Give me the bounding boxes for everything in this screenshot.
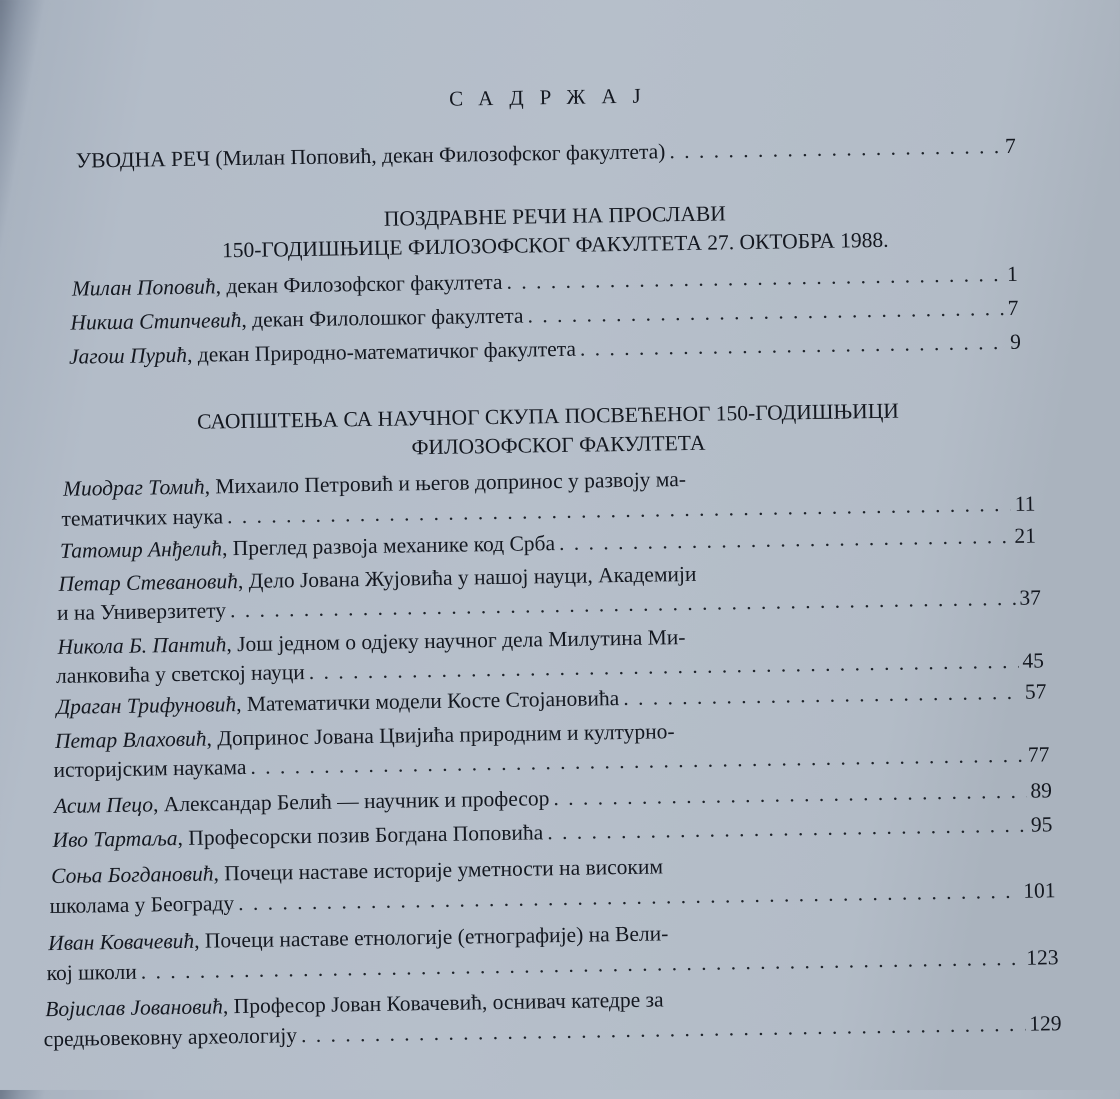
- toc-entry-line: [48, 920, 669, 956]
- entry-author: Иво Тартаља: [52, 826, 178, 853]
- entry-title: , Професорски позив Богдана Поповића: [177, 820, 544, 851]
- page-number: 11: [1014, 491, 1036, 516]
- page-number: 9: [1009, 329, 1022, 354]
- entry-author: Милан Поповић: [71, 274, 216, 301]
- entry-title: , Почеци наставе историје уметности на високим: [213, 854, 664, 886]
- entry-title: , Професор Јован Ковачевић, оснивач катедре за: [222, 987, 664, 1019]
- toc-entry: [70, 295, 1018, 336]
- entry-author: Петар Стевановић: [58, 569, 239, 596]
- entry-author: Соња Богдановић: [50, 861, 214, 889]
- entry-title: , декан Филолошког факултета: [241, 303, 524, 332]
- section-heading: 150-ГОДИШЊИЦЕ ФИЛОЗОФСКОГ ФАКУЛТЕТА 27. ОКТОБРА 1988.: [221, 227, 889, 263]
- entry-title: , Дело Јована Жујовића у нашој науци, Академији: [237, 561, 697, 594]
- entry-title-cont: и на Универзитету: [56, 598, 227, 625]
- section-heading: ФИЛОЗОФСКОГ ФАКУЛТЕТА: [411, 430, 706, 460]
- toc-entry-intro: [76, 133, 1016, 174]
- toc-entry-line: [45, 986, 664, 1022]
- entry-author: Никола Б. Пантић: [57, 632, 227, 659]
- page-number: 57: [1024, 679, 1047, 704]
- entry-title: , Још једном о одјеку научног дела Милутина Ми-: [226, 625, 686, 657]
- page-title: САДРЖАЈ: [449, 83, 657, 111]
- dot-leader: [623, 679, 1021, 711]
- entry-author: Никша Стипчевић: [70, 307, 242, 335]
- page-number: 101: [1023, 878, 1056, 903]
- dot-leader: [669, 133, 1001, 164]
- entry-author: Петар Влаховић: [54, 726, 207, 753]
- dot-leader: [506, 261, 1003, 295]
- page-number: 7: [1007, 295, 1019, 320]
- entry-text: УВОДНА РЕЧ (Милан Поповић, декан Филозофског факултета): [75, 139, 666, 173]
- entry-title: , Александар Белић — научник и професор: [152, 786, 550, 817]
- page-number: 1: [1006, 261, 1018, 286]
- toc-entry: [72, 261, 1018, 302]
- entry-title-cont: тематичких наука: [61, 504, 224, 531]
- entry-title: , декан Природно-математичког факултета: [186, 336, 577, 367]
- toc-entry: [52, 811, 1052, 853]
- dot-leader: [527, 295, 1004, 328]
- entry-title: , декан Филозофског факултета: [215, 269, 503, 299]
- page-number: 37: [1019, 585, 1042, 610]
- toc-entry-line: [51, 853, 663, 889]
- page-number: 89: [1030, 778, 1053, 803]
- entry-author: Татомир Анђелић: [59, 536, 223, 563]
- page-number: 77: [1027, 742, 1050, 767]
- toc-entry: [69, 329, 1021, 370]
- section-heading: САОПШТЕЊА СА НАУЧНОГ СКУПА ПОСВЕЋЕНОГ 150-ГОДИШЊИЦИ: [196, 398, 899, 434]
- entry-author: Јагош Пурић: [68, 342, 188, 369]
- entry-title: , Михаило Петровић и његов допринос у развоју ма-: [204, 467, 687, 499]
- entry-title: , Преглед развоја механике код Срба: [221, 531, 556, 561]
- entry-title: , Почеци наставе етнологије (етнографије) на Вели-: [193, 921, 669, 953]
- page-number: 7: [1004, 133, 1016, 158]
- page-number: 129: [1029, 1011, 1062, 1036]
- page-number: 123: [1026, 945, 1059, 970]
- page-number: 45: [1022, 648, 1045, 673]
- dot-leader: [559, 523, 1011, 556]
- entry-author: Миодраг Томић: [62, 474, 205, 501]
- entry-author: Драган Трифуновић: [56, 692, 237, 719]
- entry-title-cont: школама у Београду: [49, 891, 235, 919]
- entry-title-cont: историјским наукама: [53, 754, 247, 782]
- entry-title-cont: кој школи: [46, 959, 137, 986]
- section-heading: ПОЗДРАВНЕ РЕЧИ НА ПРОСЛАВИ: [383, 201, 726, 231]
- page-number: 95: [1030, 812, 1053, 837]
- entry-author: Војислав Јовановић: [45, 994, 224, 1022]
- entry-author: Иван Ковачевић: [48, 928, 195, 956]
- entry-title: , Допринос Јована Цвијића природним и културно-: [206, 719, 675, 751]
- entry-title: , Математички модели Косте Стојановића: [235, 686, 620, 717]
- dot-leader: [547, 812, 1027, 846]
- entry-title-cont: ланковића у светској науци: [55, 660, 305, 688]
- page-number: 21: [1014, 523, 1037, 548]
- entry-author: Асим Пецо: [53, 792, 154, 818]
- toc-entry-line: [63, 466, 686, 502]
- dot-leader: [553, 778, 1026, 811]
- dot-leader: [580, 329, 1007, 362]
- entry-title-cont: средњовековну археологију: [43, 1023, 298, 1052]
